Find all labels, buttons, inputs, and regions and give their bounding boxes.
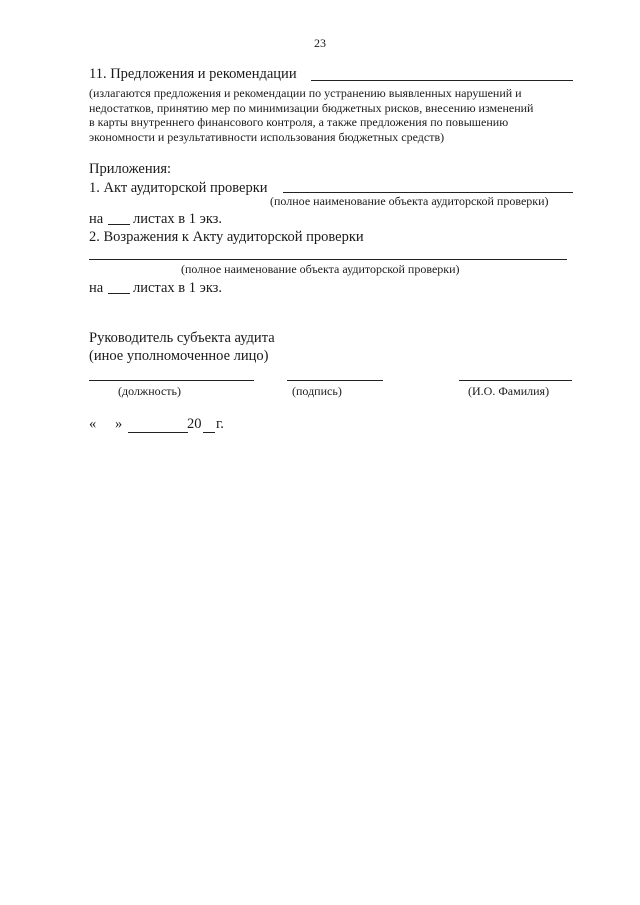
appendix-1-na: на [89,211,104,227]
appendix-2-fill-line [89,259,567,260]
name-line [459,380,572,381]
position-line [89,380,254,381]
signature-caption: (подпись) [292,384,342,398]
appendix-2-caption: (полное наименование объекта аудиторской проверки) [181,262,460,276]
appendix-1-label: 1. Акт аудиторской проверки [89,180,268,196]
name-caption: (И.О. Фамилия) [468,384,550,398]
section-11-note [89,86,573,144]
date-year-prefix: 20 [187,416,202,432]
page-number: 23 [314,36,326,50]
note-line-2: недостатков, принятию мер по минимизации бюджетных рисков, внесению изменений [89,100,534,115]
section-11-fill-line [311,80,573,81]
date-close-quote: » [115,416,123,432]
date-year-blank [203,432,215,433]
appendix-1-fill-line [283,192,573,193]
position-caption: (должность) [118,384,181,398]
note-line-4: экономности и результативности использования бюджетных средств) [89,129,445,144]
date-open-quote: « [89,416,97,432]
signatory-title: Руководитель субъекта аудита [89,330,275,346]
date-blank [128,432,188,433]
note-line-1: (излагаются предложения и рекомендации по устранению выявленных нарушений и [89,86,522,100]
date-year-suffix: г. [216,416,224,432]
appendix-1-sheets-blank [108,224,130,225]
appendices-heading: Приложения: [89,161,172,177]
section-11-title: 11. Предложения и рекомендации [89,66,297,82]
note-line-3: в карты внутреннего финансового контроля, а также предложения по повышению [89,115,509,129]
appendix-1-sheets: листах в 1 экз. [133,211,223,227]
signature-line [287,380,383,381]
appendix-2-na: на [89,280,104,296]
appendix-2-label: 2. Возражения к Акту аудиторской проверки [89,229,364,245]
appendix-2-sheets-blank [108,293,130,294]
signatory-alt: (иное уполномоченное лицо) [89,348,269,364]
appendix-1-caption: (полное наименование объекта аудиторской проверки) [270,194,549,208]
appendix-2-sheets: листах в 1 экз. [133,280,223,296]
